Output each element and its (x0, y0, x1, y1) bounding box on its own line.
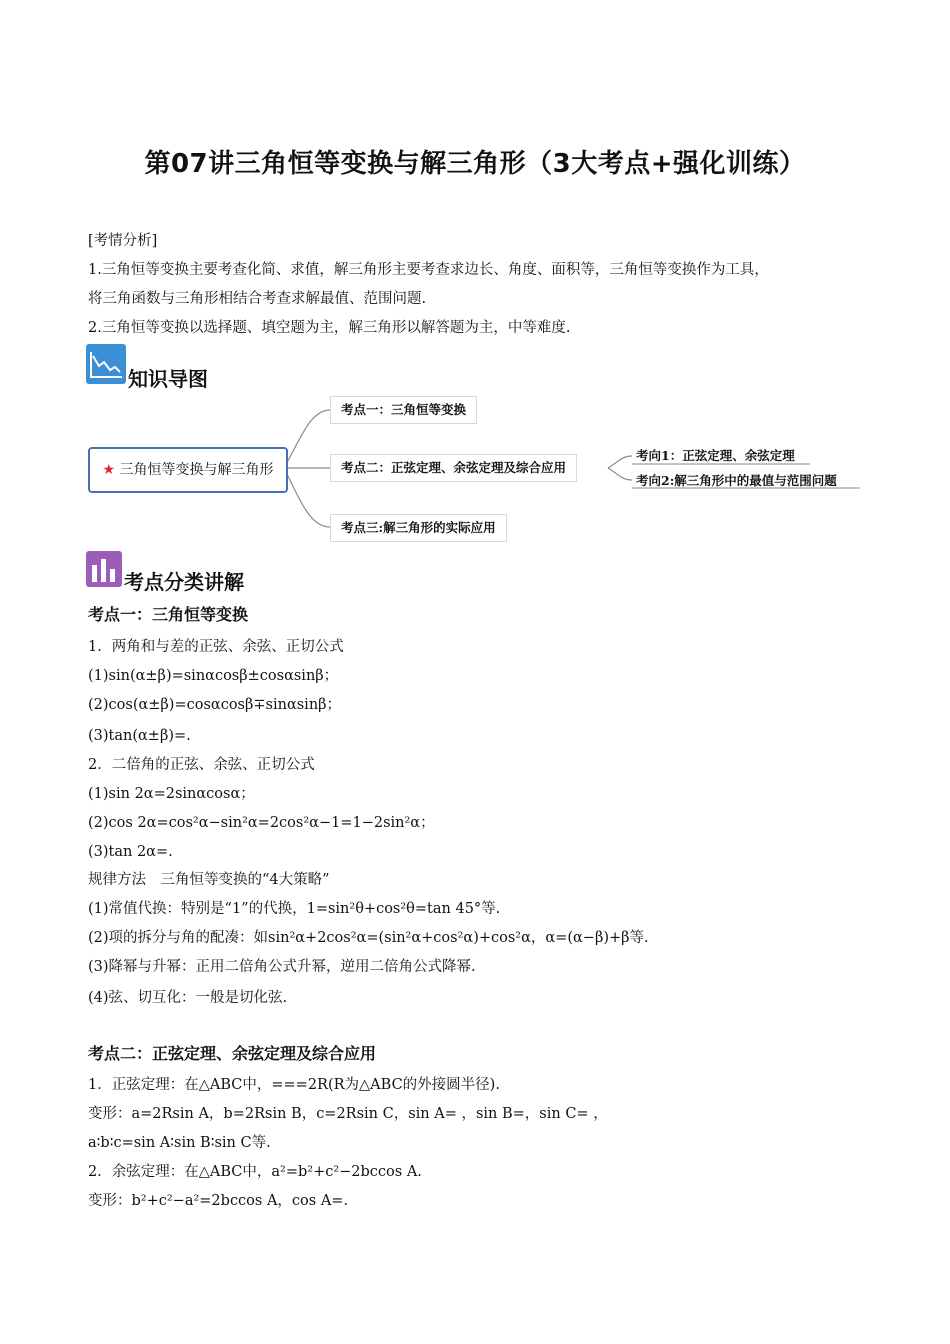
analysis-line-3: 2.三角恒等变换以选择题、填空题为主，解三角形以解答题为主，中等难度. (88, 320, 571, 336)
mindmap-root-label: 三角恒等变换与解三角形 (119, 462, 274, 478)
mindmap-branch-1: 考点一：三角恒等变换 (330, 396, 477, 424)
analysis-line-2: 将三角函数与三角形相结合考查求解最值、范围问题. (88, 291, 427, 307)
page-title: 第07讲三角恒等变换与解三角形（3大考点+强化训练） (144, 149, 806, 179)
point1-line-10: (1)常值代换：特别是“1”的代换，1=sin²θ+cos²θ=tan 45°等. (88, 901, 501, 917)
point2-line-1: 1．正弦定理：在△ABC中，===2R(R为△ABC的外接圆半径). (88, 1077, 500, 1093)
point1-line-6: (1)sin 2α=2sinαcosα； (88, 786, 255, 802)
mindmap-branch-2: 考点二：正弦定理、余弦定理及综合应用 (330, 454, 577, 482)
mindmap-sub-branch-2: 考向2:解三角形中的最值与范围问题 (636, 473, 837, 488)
star-icon: ★ (102, 462, 116, 478)
mindmap-branch-3: 考点三:解三角形的实际应用 (330, 514, 507, 542)
point1-line-11: (2)项的拆分与角的配凑：如sin²α+2cos²α=(sin²α+cos²α)+cos²α，α=(α−β)+β等. (88, 930, 649, 946)
point2-line-4: 2．余弦定理：在△ABC中，a²=b²+c²−2bccos A. (88, 1164, 422, 1180)
point1-line-12: (3)降幂与升幂：正用二倍角公式升幂，逆用二倍角公式降幂. (88, 959, 476, 975)
knowledge-map-heading: 知识导图 (128, 367, 208, 391)
point2-line-3: a∶b∶c=sin A∶sin B∶sin C等. (88, 1135, 271, 1151)
section-heading: 考点分类讲解 (124, 570, 244, 594)
point1-line-1: 1．两角和与差的正弦、余弦、正切公式 (88, 639, 344, 655)
point1-line-3: (2)cos(α±β)=cosαcosβ∓sinαsinβ； (88, 697, 342, 713)
point2-line-2: 变形：a=2Rsin A，b=2Rsin B，c=2Rsin C，sin A= ，sin B=，sin C= ， (88, 1106, 608, 1122)
mindmap-root (88, 447, 288, 493)
point1-heading: 考点一：三角恒等变换 (88, 605, 249, 624)
point1-line-5: 2．二倍角的正弦、余弦、正切公式 (88, 757, 315, 773)
point1-line-9: 规律方法 三角恒等变换的“4大策略” (88, 872, 330, 888)
point2-line-5: 变形：b²+c²−a²=2bccos A，cos A=. (88, 1193, 349, 1209)
point2-heading: 考点二：正弦定理、余弦定理及综合应用 (88, 1044, 377, 1063)
mindmap-sub-branch-1: 考向1：正弦定理、余弦定理 (636, 448, 795, 463)
point1-line-13: (4)弦、切互化：一般是切化弦. (88, 990, 288, 1006)
bar-chart-icon (86, 551, 122, 587)
point1-line-4: (3)tan(α±β)=. (88, 728, 191, 744)
point1-line-8: (3)tan 2α=. (88, 844, 173, 860)
point1-line-7: (2)cos 2α=cos²α−sin²α=2cos²α−1=1−2sin²α； (88, 815, 435, 831)
analysis-line-1: 1.三角恒等变换主要考查化简、求值，解三角形主要考查求边长、角度、面积等，三角恒等变换作为工具， (88, 262, 769, 278)
point1-line-2: (1)sin(α±β)=sinαcosβ±cosαsinβ； (88, 668, 339, 684)
analysis-heading: [考情分析] (88, 233, 158, 249)
chart-line-icon (86, 344, 126, 384)
